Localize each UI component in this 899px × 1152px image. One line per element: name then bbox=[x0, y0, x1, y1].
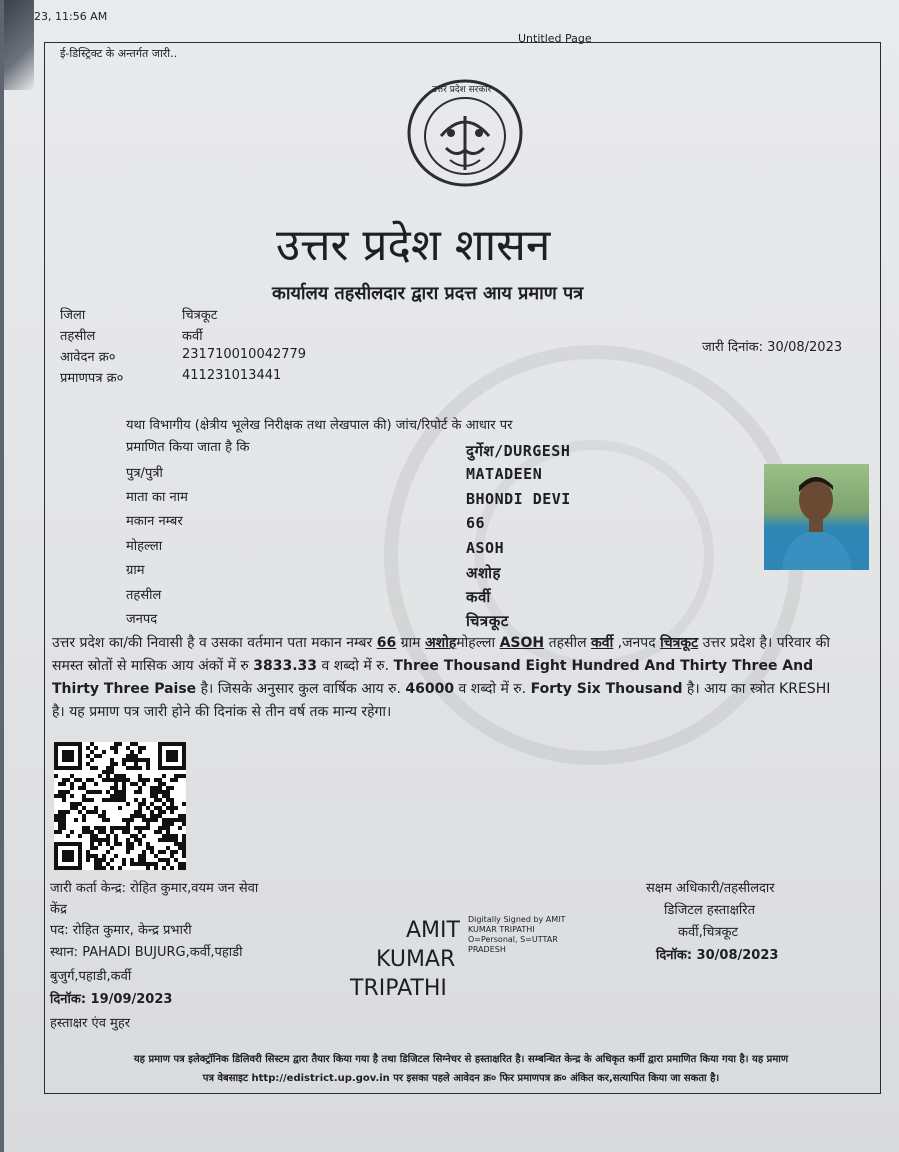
value-district: चित्रकूट bbox=[466, 612, 509, 630]
meta-value-tehsil: कर्वी bbox=[182, 329, 203, 344]
meta-value-application-no: 231710010042779 bbox=[182, 347, 307, 362]
certificate-body: उत्तर प्रदेश का/की निवासी है व उसका वर्तमान पता मकान नम्बर 66 ग्राम अशोहमोहल्ला ASOH तहसील कर्वी ,जनपद चित्रकूट उत्तर प्रदेश है। परिवार की समस्त स्रोतों से मासिक आय अंकों में रु 3833.33 व शब्दो में रु. Three Thousand Eight Hundred And Thirty Three And Thirty Three Paise है। जिसके अनुसार कुल वार्षिक आय रु. 46000 व शब्दो में रु. Forty Six Thousand है। आय का स्त्रोत KRESHI है। यह प्रमाण पत्र जारी होने की दिनांक से तीन वर्ष तक मान्य रहेगा। bbox=[52, 635, 831, 720]
meta-label-district: जिला bbox=[60, 308, 86, 323]
monthly-income-figure: 3833.33 bbox=[253, 658, 318, 674]
body-district: चित्रकूट bbox=[660, 635, 699, 651]
meta-label-tehsil: तहसील bbox=[60, 329, 96, 344]
body-village: अशोह bbox=[424, 635, 457, 651]
value-mohalla: ASOH bbox=[466, 539, 505, 557]
person-name: दुर्गेश/DURGESH bbox=[466, 442, 571, 460]
meta-label-application-no: आवेदन क्र० bbox=[60, 350, 116, 365]
footer-line-2: पत्र वेबसाइट http://edistrict.up.gov.in पर इसका पहले आवेदन क्र० फिर प्रमाणपत्र क्र० अंकित कर,सत्यापित किया जा सकता है। bbox=[202, 1073, 720, 1084]
annual-income-figure: 46000 bbox=[405, 681, 455, 697]
issuer-centre-line-1: जारी कर्ता केन्द्र: रोहित कुमार,वयम जन सेवा bbox=[50, 881, 259, 896]
signer-name-line-1: AMIT bbox=[406, 918, 460, 943]
monthly-income-words: Three Thousand Eight Hundred And Thirty Three And Thirty Three Paise bbox=[52, 658, 814, 697]
print-time: 23, 11:56 AM bbox=[34, 10, 108, 23]
page-fold-shadow bbox=[4, 0, 34, 90]
document-subtitle: कार्यालय तहसीलदार द्वारा प्रदत्त आय प्रमाण पत्र bbox=[272, 283, 584, 304]
issuer-place-line-1: स्थान: PAHADI BUJURG,कर्वी,पहाडी bbox=[50, 945, 243, 960]
meta-value-certificate-no: 411231013441 bbox=[182, 368, 282, 383]
intro-line-2: प्रमाणित किया जाता है कि bbox=[126, 440, 250, 455]
authority-line-2: डिजिटल हस्ताक्षरित bbox=[664, 903, 755, 918]
verification-qr-code bbox=[54, 742, 186, 870]
label-mother: माता का नाम bbox=[126, 490, 188, 505]
value-house-no: 66 bbox=[466, 514, 486, 532]
annual-income-words: Forty Six Thousand bbox=[530, 681, 683, 697]
authority-line-3: कर्वी,चित्रकूट bbox=[678, 925, 739, 940]
issuer-sign-label: हस्ताक्षर एंव मुहर bbox=[50, 1016, 131, 1031]
applicant-photo bbox=[764, 464, 869, 570]
signer-name-line-3: TRIPATHI bbox=[350, 976, 447, 1001]
emblem-text: उत्तर प्रदेश सरकार bbox=[432, 85, 492, 95]
label-tehsil: तहसील bbox=[126, 588, 162, 603]
body-mohalla: ASOH bbox=[499, 635, 545, 651]
label-father: पुत्र/पुत्री bbox=[126, 466, 163, 481]
value-mother: BHONDI DEVI bbox=[466, 490, 571, 508]
applicant-photo-figure bbox=[764, 464, 869, 570]
issue-date: जारी दिनांक: 30/08/2023 bbox=[702, 340, 843, 355]
document-title: उत्तर प्रदेश शासन bbox=[276, 220, 551, 271]
issuer-date: दिनॉक: 19/09/2023 bbox=[50, 992, 173, 1007]
label-district: जनपद bbox=[126, 612, 158, 627]
certificate-paper bbox=[4, 0, 899, 1152]
authority-date: दिनॉक: 30/08/2023 bbox=[656, 948, 779, 963]
label-village: ग्राम bbox=[126, 563, 145, 578]
value-village: अशोह bbox=[466, 564, 502, 582]
footer-line-1: यह प्रमाण पत्र इलेक्ट्रॉनिक डिलिवरी सिस्टम द्वारा तैयार किया गया है तथा डिजिटल सिग्नेचर से हस्ताक्षरित है। सम्बन्धित केन्द्र के अधिकृत कर्मी द्वारा प्रमाणित किया गया है। यह प्रमाण bbox=[133, 1054, 789, 1065]
issuer-post: पद: रोहित कुमार, केन्द्र प्रभारी bbox=[50, 923, 192, 938]
meta-label-certificate-no: प्रमाणपत्र क्र० bbox=[60, 371, 124, 386]
value-father: MATADEEN bbox=[466, 465, 543, 483]
meta-value-district: चित्रकूट bbox=[182, 308, 218, 323]
certificate-footer bbox=[48, 1050, 874, 1088]
edistrict-note: ई-डिस्ट्रिक्ट के अन्तर्गत जारी.. bbox=[60, 47, 178, 60]
label-house-no: मकान नम्बर bbox=[126, 514, 183, 529]
income-source: KRESHI bbox=[779, 681, 831, 697]
authority-line-1: सक्षम अधिकारी/तहसीलदार bbox=[646, 881, 775, 896]
issuer-place-line-2: बुजुर्ग,पहाडी,कर्वी bbox=[50, 969, 132, 984]
body-tehsil: कर्वी bbox=[591, 635, 614, 651]
intro-line-1: यथा विभागीय (क्षेत्रीय भूलेख निरीक्षक तथा लेखपाल की) जांच/रिपोर्ट के आधार पर bbox=[126, 418, 513, 433]
label-mohalla: मोहल्ला bbox=[126, 539, 163, 554]
body-house-no: 66 bbox=[376, 635, 397, 651]
issuer-centre-line-2: केंद्र bbox=[50, 902, 67, 917]
digital-signature-details: Digitally Signed by AMIT KUMAR TRIPATHI O=Personal, S=UTTAR PRADESH bbox=[468, 915, 566, 954]
print-page-title: Untitled Page bbox=[518, 32, 592, 45]
value-tehsil: कर्वी bbox=[466, 588, 491, 606]
signer-name-line-2: KUMAR bbox=[376, 947, 456, 972]
